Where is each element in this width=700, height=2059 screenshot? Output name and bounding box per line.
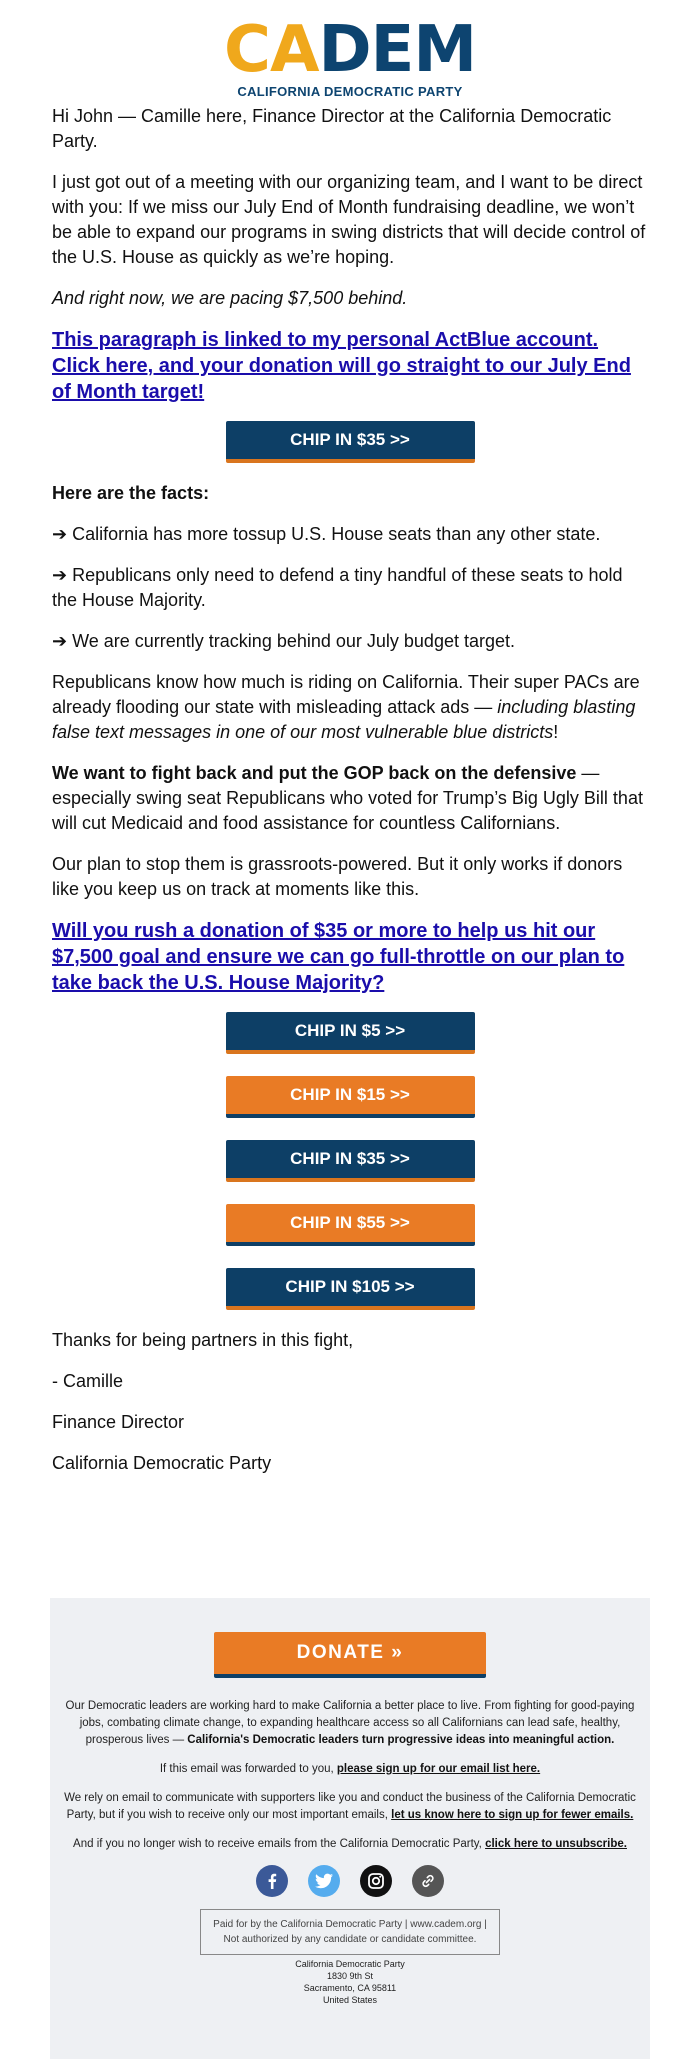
facebook-icon[interactable] xyxy=(256,1865,288,1897)
chip-in-105-wrap xyxy=(52,1268,648,1310)
footer-forwarded-text: If this email was forwarded to you, xyxy=(159,1763,337,1775)
fight-back-text: — especially swing seat Republicans who voted for Trump’s Big Ugly Bill that will cut Medicaid and food assistance for countless Californians. xyxy=(52,763,643,833)
pacing-text: And right now, we are pacing $7,500 behind. xyxy=(52,288,408,308)
super-pacs-italic: including blasting false text messages in one of our most vulnerable blue districts xyxy=(52,697,636,742)
mailing-address xyxy=(50,1958,650,2006)
link-icon[interactable] xyxy=(412,1865,444,1897)
donation-ask-link[interactable]: Will you rush a donation of $35 or more to help us hit our $7,500 goal and ensure we can go full-throttle on our plan to take back the U.S. House Majority? xyxy=(52,920,625,994)
email-footer xyxy=(50,1598,650,2059)
signature-org: California Democratic Party xyxy=(52,1453,272,1473)
logo-dem: DEM xyxy=(318,13,477,87)
social-links xyxy=(50,1865,650,1897)
address-line: California Democratic Party xyxy=(295,1959,405,1969)
logo-wordmark xyxy=(223,13,477,87)
greeting: Hi John — Camille here, Finance Director at the California Democratic Party. xyxy=(52,106,612,151)
chip-in-5-wrap xyxy=(52,1012,648,1054)
chip-in-35-button[interactable]: CHIP IN $35 >> xyxy=(226,1140,475,1182)
address-line: Sacramento, CA 95811 xyxy=(303,1983,397,1993)
chip-in-5-button[interactable]: CHIP IN $5 >> xyxy=(226,1012,475,1054)
closing-line: Thanks for being partners in this fight, xyxy=(52,1330,354,1350)
chip-in-55-wrap xyxy=(52,1204,648,1246)
super-pacs-text: Republicans know how much is riding on California. Their super PACs are already flooding our state with misleading attack ads — xyxy=(52,672,640,717)
footer-unsubscribe xyxy=(50,1836,650,1853)
paid-line-2: Not authorized by any candidate or candidate committee. xyxy=(223,1934,477,1945)
chip-in-55-button[interactable]: CHIP IN $55 >> xyxy=(226,1204,475,1246)
footer-rely-text: We rely on email to communicate with supporters like you and conduct the business of the California Democratic Party, but if you wish to receive only our most important emails, xyxy=(64,1792,636,1821)
facts-heading-text: Here are the facts: xyxy=(52,483,210,503)
logo-subtitle: CALIFORNIA DEMOCRATIC PARTY xyxy=(237,84,463,99)
unsubscribe-link[interactable]: click here to unsubscribe. xyxy=(485,1838,627,1850)
footer-rely xyxy=(50,1790,650,1824)
fight-back-bold: We want to fight back and put the GOP back on the defensive xyxy=(52,763,577,783)
actblue-link-paragraph[interactable]: This paragraph is linked to my personal ActBlue account. Click here, and your donation will go straight to our July End of Month target! xyxy=(52,329,631,403)
footer-forwarded xyxy=(50,1761,650,1778)
cta-top-wrap xyxy=(52,421,648,463)
fewer-emails-link[interactable]: let us know here to sign up for fewer emails. xyxy=(391,1809,634,1821)
paid-line-1: Paid for by the California Democratic Party | www.cadem.org | xyxy=(213,1919,487,1930)
paragraph-super-pacs xyxy=(52,670,648,745)
chip-in-35-wrap xyxy=(52,1140,648,1182)
twitter-icon[interactable] xyxy=(308,1865,340,1897)
paragraph-fight-back xyxy=(52,761,648,836)
fact-1: ➔ California has more tossup U.S. House seats than any other state. xyxy=(52,524,601,544)
logo-ca: CA xyxy=(223,13,319,87)
donate-button[interactable]: DONATE » xyxy=(214,1632,486,1678)
signature-title: Finance Director xyxy=(52,1412,185,1432)
paid-for-disclaimer xyxy=(200,1909,500,1955)
footer-unsubscribe-text: And if you no longer wish to receive emails from the California Democratic Party, xyxy=(73,1838,486,1850)
donate-wrap xyxy=(50,1632,650,1678)
chip-in-button-group xyxy=(52,1012,648,1310)
facts-heading xyxy=(52,481,648,506)
address-line: 1830 9th St xyxy=(326,1971,374,1981)
chip-in-15-button[interactable]: CHIP IN $15 >> xyxy=(226,1076,475,1118)
paragraph-intro: I just got out of a meeting with our organizing team, and I want to be direct with you: If we miss our July End of Month fundraising deadline, we won’t be able to expand our programs in swing districts that will decide control of the U.S. House as quickly as we’re hoping. xyxy=(52,172,646,267)
footer-about xyxy=(50,1698,650,1749)
email-signup-link[interactable]: please sign up for our email list here. xyxy=(336,1763,541,1775)
chip-in-105-button[interactable]: CHIP IN $105 >> xyxy=(226,1268,475,1310)
paragraph-plan: Our plan to stop them is grassroots-powered. But it only works if donors like you keep us on track at moments like this. xyxy=(52,854,623,899)
chip-in-35-top-button[interactable]: CHIP IN $35 >> xyxy=(226,421,475,463)
chip-in-15-wrap xyxy=(52,1076,648,1118)
signature-name: - Camille xyxy=(52,1371,124,1391)
paragraph-pacing xyxy=(52,286,648,311)
cadem-logo xyxy=(0,0,700,104)
fact-2: ➔ Republicans only need to defend a tiny handful of these seats to hold the House Majority. xyxy=(52,565,623,610)
super-pacs-end: ! xyxy=(553,722,559,742)
instagram-icon[interactable] xyxy=(360,1865,392,1897)
footer-about-text: Our Democratic leaders are working hard to make California a better place to live. From fighting for good-paying jobs, combating climate change, to expanding healthcare access so all Californians can lead safe, healthy, prosperous lives — xyxy=(65,1700,635,1746)
footer-about-bold: California's Democratic leaders turn progressive ideas into meaningful action. xyxy=(187,1734,615,1746)
address-line: United States xyxy=(322,1995,378,2005)
fact-3: ➔ We are currently tracking behind our July budget target. xyxy=(52,631,515,651)
email-body xyxy=(0,104,700,1476)
